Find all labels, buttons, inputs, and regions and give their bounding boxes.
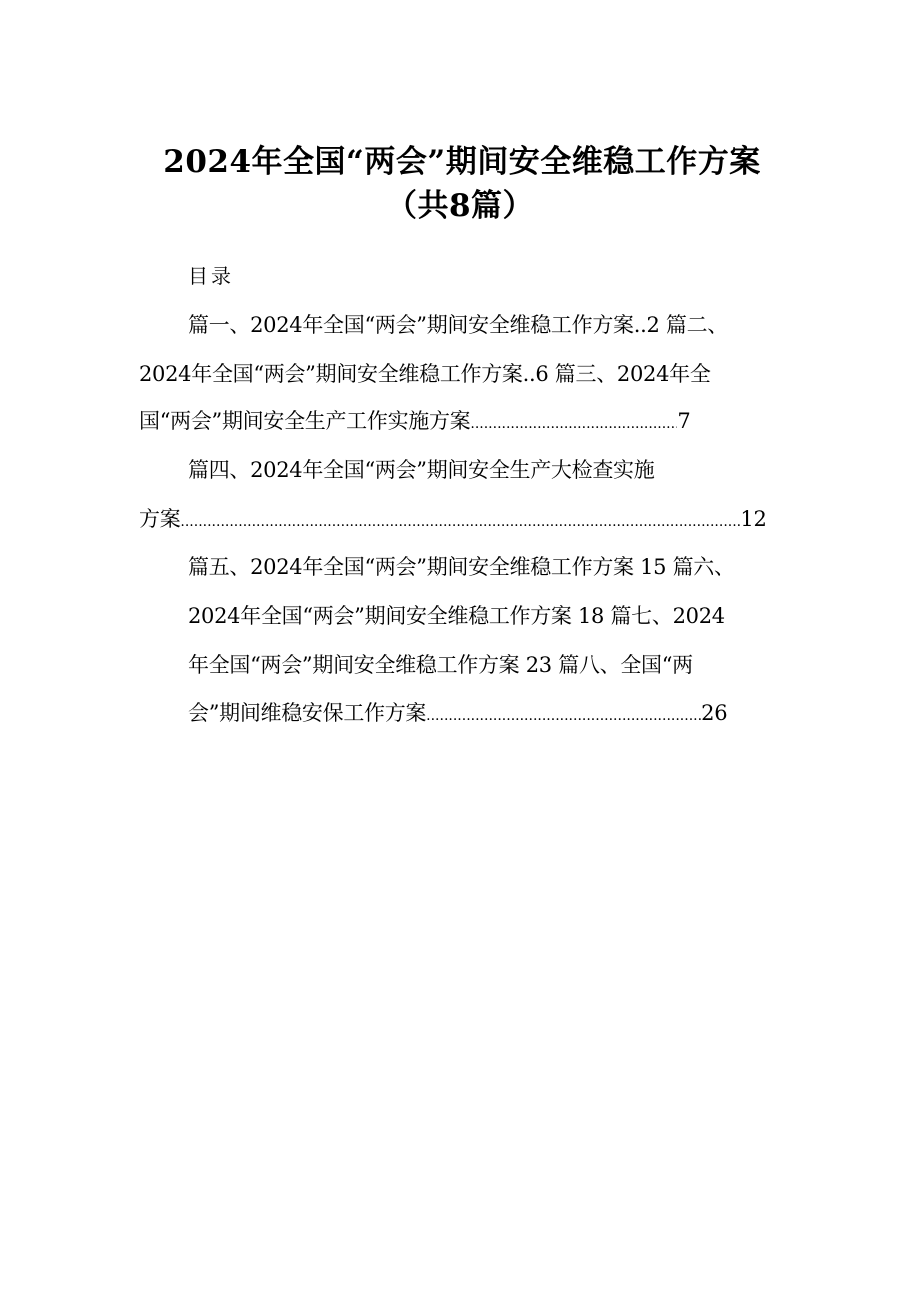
toc-line: 篇一、2024年全国“两会”期间安全维稳工作方案..2 篇二、 (188, 313, 729, 337)
toc-heading: 目录 (188, 264, 234, 288)
toc-page-number: 7 (677, 409, 691, 433)
toc-entry-title: 方案 (139, 507, 181, 531)
toc-entry (188, 698, 788, 728)
toc-line: 2024年全国“两会”期间安全维稳工作方案 18 篇七、2024 (188, 604, 725, 628)
toc-leader-dots (426, 704, 701, 728)
toc-line: 年全国“两会”期间安全维稳工作方案 23 篇八、全国“两 (188, 653, 693, 677)
toc-line: 篇四、2024年全国“两会”期间安全生产大检查实施 (188, 458, 655, 482)
toc-entry (139, 504, 789, 534)
document-title: 2024年全国“两会”期间安全维稳工作方案 (163, 144, 761, 180)
toc-leader-dots (470, 412, 677, 436)
toc-line: 篇五、2024年全国“两会”期间安全维稳工作方案 15 篇六、 (188, 555, 735, 579)
toc-entry-title: 国“两会”期间安全生产工作实施方案 (139, 409, 471, 433)
toc-page-number: 26 (701, 701, 728, 725)
toc-page-number: 12 (740, 507, 767, 531)
toc-entry (139, 406, 769, 436)
toc-line: 2024年全国“两会”期间安全维稳工作方案..6 篇三、2024年全 (139, 362, 711, 386)
document-subtitle: （共8篇） (385, 188, 535, 224)
toc-leader-dots (180, 510, 740, 534)
toc-entry-title: 会”期间维稳安保工作方案 (188, 701, 427, 725)
